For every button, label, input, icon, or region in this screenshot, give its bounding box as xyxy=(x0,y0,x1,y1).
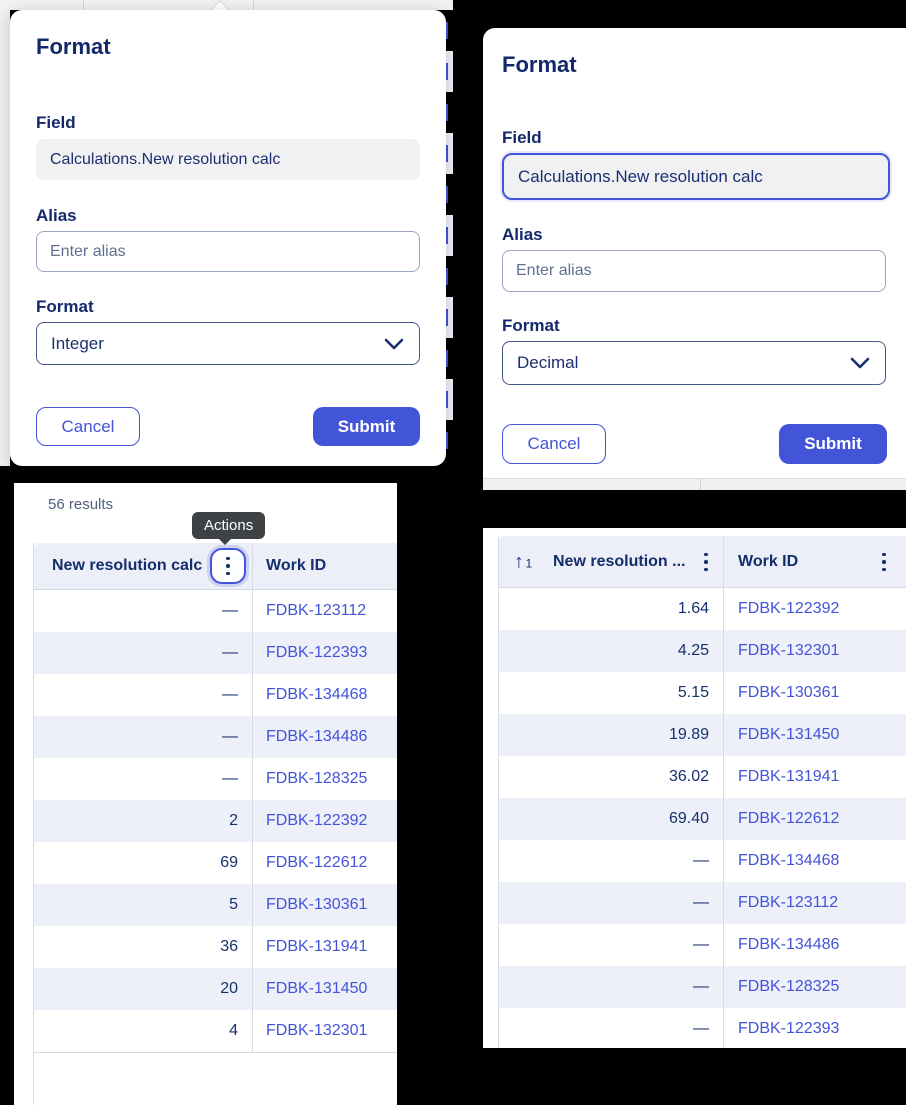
resolution-value-cell: — xyxy=(222,770,238,787)
sort-indicator xyxy=(514,552,532,571)
table-row xyxy=(498,672,906,714)
divider xyxy=(253,0,254,10)
submit-button[interactable]: Submit xyxy=(313,407,420,446)
resolution-value-cell: 36.02 xyxy=(668,768,709,785)
divider xyxy=(83,0,84,10)
table-row xyxy=(33,968,397,1010)
table-bottom-border xyxy=(33,1052,397,1053)
field-label: Field xyxy=(502,128,542,147)
fragment-table-decimal xyxy=(483,528,906,1048)
format-select[interactable] xyxy=(502,341,886,385)
work-id-link[interactable]: FDBK-122393 xyxy=(266,644,368,661)
fragment-dialog-decimal xyxy=(483,28,906,490)
fragment-table-integer xyxy=(14,483,397,1105)
resolution-value-cell: — xyxy=(693,1020,709,1037)
chevron-down-icon xyxy=(384,338,404,350)
resolution-value-cell: — xyxy=(222,602,238,619)
resolution-value-cell: 19.89 xyxy=(668,726,709,743)
field-label: Field xyxy=(36,113,76,132)
results-table xyxy=(33,543,397,1052)
dialog-title: Format xyxy=(502,52,577,77)
table-left-border xyxy=(33,543,34,1105)
work-id-link[interactable]: FDBK-131941 xyxy=(266,938,368,955)
alias-input[interactable] xyxy=(502,250,886,292)
cancel-button[interactable]: Cancel xyxy=(502,424,606,464)
resolution-value-cell: — xyxy=(222,644,238,661)
field-value: Calculations.New resolution calc xyxy=(518,166,763,186)
table-row xyxy=(498,882,906,924)
column-divider xyxy=(252,543,253,1052)
table-row xyxy=(498,1008,906,1048)
work-id-link[interactable]: FDBK-122392 xyxy=(738,600,840,617)
resolution-value-cell: 69.40 xyxy=(668,810,709,827)
kebab-icon xyxy=(226,557,230,561)
resolution-value-cell: — xyxy=(693,852,709,869)
work-id-link[interactable]: FDBK-122392 xyxy=(266,812,368,829)
work-id-link[interactable]: FDBK-122393 xyxy=(738,1020,840,1037)
table-row xyxy=(498,630,906,672)
work-id-link[interactable]: FDBK-132301 xyxy=(738,642,840,659)
background-page-strip-left xyxy=(0,10,10,466)
table-row xyxy=(33,716,397,758)
work-id-link[interactable]: FDBK-131450 xyxy=(738,726,840,743)
work-id-link[interactable]: FDBK-132301 xyxy=(266,1022,368,1039)
alias-label: Alias xyxy=(502,225,543,244)
table-row xyxy=(498,840,906,882)
column-divider xyxy=(723,536,724,1048)
field-value: Calculations.New resolution calc xyxy=(50,150,281,168)
kebab-icon xyxy=(882,553,886,557)
table-row xyxy=(33,842,397,884)
field-value-box[interactable] xyxy=(36,139,420,180)
table-row xyxy=(33,1010,397,1052)
work-id-link[interactable]: FDBK-131941 xyxy=(738,768,840,785)
work-id-link[interactable]: FDBK-123112 xyxy=(266,602,367,619)
work-id-link[interactable]: FDBK-131450 xyxy=(266,980,368,997)
resolution-value-cell: 4 xyxy=(229,1022,238,1039)
alias-label: Alias xyxy=(36,206,77,225)
chevron-down-icon xyxy=(850,357,870,369)
column-header-work-id[interactable]: Work ID xyxy=(738,552,799,570)
resolution-value-cell: 36 xyxy=(220,938,238,955)
work-id-link[interactable]: FDBK-134468 xyxy=(266,686,368,703)
work-id-link[interactable]: FDBK-134486 xyxy=(266,728,368,745)
resolution-value-cell: 1.64 xyxy=(677,600,709,617)
work-id-link[interactable]: FDBK-134468 xyxy=(738,852,840,869)
results-table xyxy=(498,536,906,1048)
work-id-link[interactable]: FDBK-122612 xyxy=(266,854,368,871)
format-dialog xyxy=(10,10,446,466)
table-body xyxy=(498,588,906,1048)
table-body xyxy=(33,590,397,1052)
field-value-box-focused[interactable] xyxy=(502,153,890,200)
format-label: Format xyxy=(502,316,560,335)
sort-ascending-icon: ↑ xyxy=(514,551,524,572)
work-id-link[interactable]: FDBK-130361 xyxy=(738,684,840,701)
actions-tooltip xyxy=(192,512,265,539)
background-page-strip-bottom xyxy=(483,478,906,490)
resolution-value-cell: 20 xyxy=(220,980,238,997)
cancel-button[interactable]: Cancel xyxy=(36,407,140,446)
table-row xyxy=(498,756,906,798)
table-header xyxy=(498,536,906,588)
table-row xyxy=(498,588,906,630)
resolution-value-cell: — xyxy=(222,728,238,745)
table-row xyxy=(498,924,906,966)
resolution-value-cell: — xyxy=(693,894,709,911)
table-row xyxy=(33,800,397,842)
tooltip-caret-icon xyxy=(218,538,232,545)
column-actions-kebab-button[interactable] xyxy=(874,547,894,577)
fragment-dialog-integer xyxy=(0,0,453,466)
alias-input[interactable] xyxy=(36,231,420,272)
divider xyxy=(700,479,701,490)
work-id-link[interactable]: FDBK-123112 xyxy=(738,894,839,911)
resolution-value-cell: — xyxy=(693,978,709,995)
column-header-work-id[interactable]: Work ID xyxy=(266,557,327,574)
resolution-value-cell: 69 xyxy=(220,854,238,871)
resolution-value-cell: 5.15 xyxy=(677,684,709,701)
column-header-resolution[interactable]: New resolution ... xyxy=(553,552,686,570)
column-actions-kebab-button[interactable] xyxy=(210,548,246,584)
work-id-link[interactable]: FDBK-122612 xyxy=(738,810,840,827)
format-selected-value: Decimal xyxy=(517,353,579,372)
work-id-link[interactable]: FDBK-130361 xyxy=(266,896,368,913)
format-select[interactable] xyxy=(36,322,420,365)
table-row xyxy=(33,674,397,716)
resolution-value-cell: — xyxy=(693,936,709,953)
column-actions-kebab-button[interactable] xyxy=(696,547,716,577)
table-row xyxy=(498,714,906,756)
table-row xyxy=(498,966,906,1008)
work-id-link[interactable]: FDBK-128325 xyxy=(738,978,840,995)
resolution-value-cell: 4.25 xyxy=(677,642,709,659)
table-row xyxy=(33,590,397,632)
tooltip-label: Actions xyxy=(204,517,254,534)
table-row xyxy=(33,632,397,674)
sort-order-number: 1 xyxy=(525,556,533,571)
resolution-value-cell: — xyxy=(222,686,238,703)
table-row xyxy=(33,758,397,800)
format-selected-value: Integer xyxy=(51,333,104,353)
resolution-value-cell: 5 xyxy=(229,896,238,913)
table-row xyxy=(33,926,397,968)
table-row xyxy=(33,884,397,926)
submit-button[interactable]: Submit xyxy=(779,424,887,464)
column-header-resolution[interactable]: New resolution calc xyxy=(52,557,203,574)
table-row xyxy=(498,798,906,840)
dialog-title: Format xyxy=(36,34,111,59)
work-id-link[interactable]: FDBK-134486 xyxy=(738,936,840,953)
format-label: Format xyxy=(36,297,94,316)
resolution-value-cell: 2 xyxy=(229,812,238,829)
table-left-border xyxy=(498,536,499,1048)
results-count: 56 results xyxy=(48,496,114,513)
work-id-link[interactable]: FDBK-128325 xyxy=(266,770,368,787)
kebab-icon xyxy=(704,553,708,557)
